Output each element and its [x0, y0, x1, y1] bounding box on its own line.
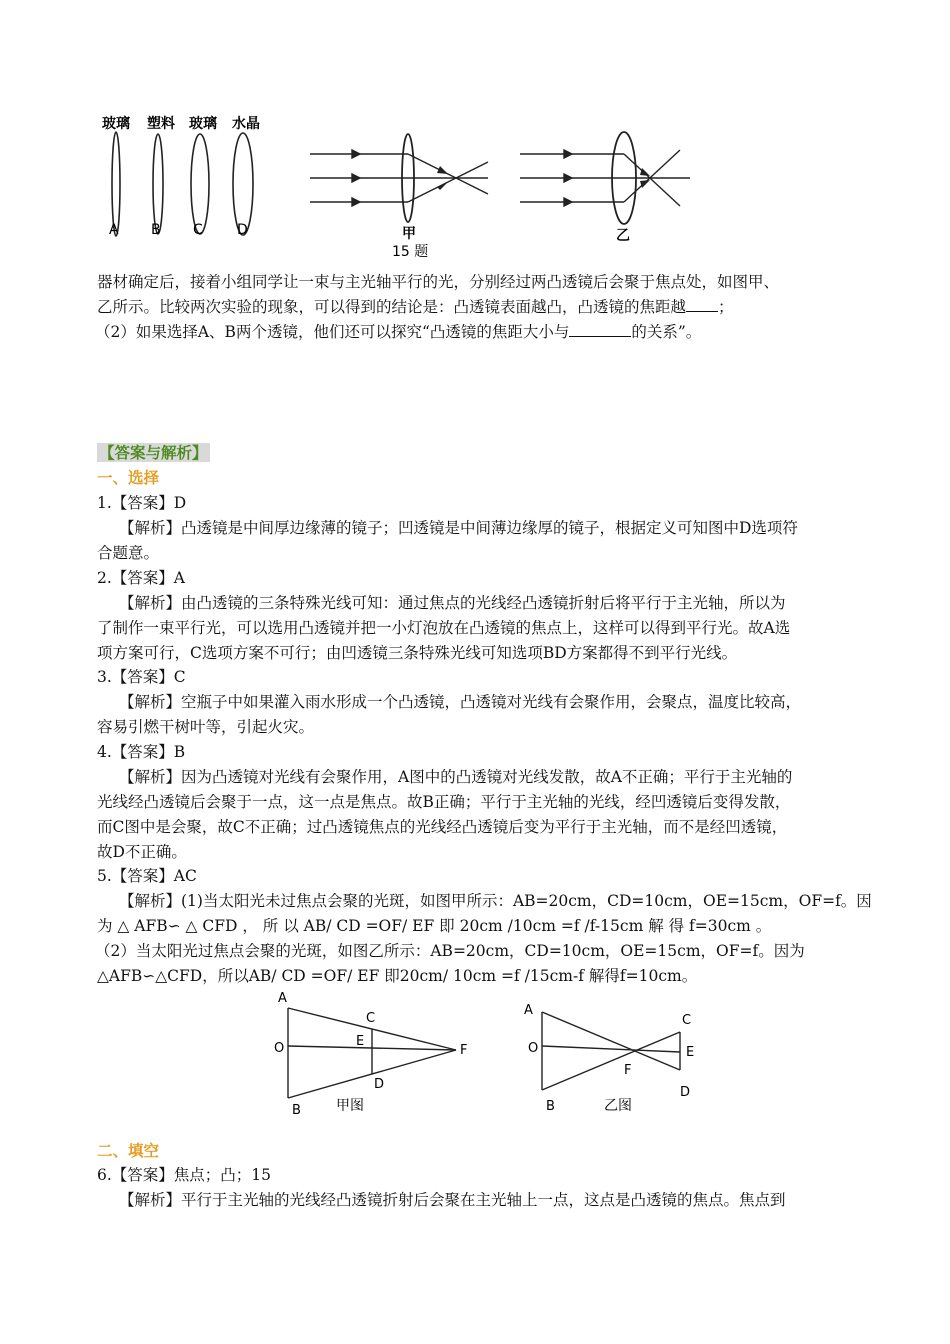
yi-label-f: F [624, 1063, 632, 1078]
explain-6-a: 【解析】平行于主光轴的光线经凸透镜折射后会聚在主光轴上一点，这点是凸透镜的焦点。焦点到 [119, 1191, 786, 1209]
q15-line-3-text: （2）如果选择A、B两个透镜，他们还可以探究“凸透镜的焦距大小与 [95, 323, 570, 341]
yi-label-a: A [524, 1003, 533, 1018]
lens-label-c: 玻璃 [189, 116, 217, 132]
jia-label-d: D [374, 1077, 385, 1092]
yi-label-d: D [680, 1085, 691, 1100]
explain-3-b: 容易引燃干树叶等，引起火灾。 [97, 718, 315, 736]
explain-5-a: 【解析】(1)当太阳光未过焦点会聚的光斑，如图甲所示：AB=20cm，CD=10cm，OE=15cm，OF=f。因 [119, 892, 872, 910]
jia-caption: 甲图 [336, 1098, 364, 1114]
yi-label-o: O [528, 1041, 539, 1056]
ray-diagram-jia [310, 134, 488, 222]
explain-5-b: 为 △ AFB∽ △ CFD ， 所 以 AB/ CD =OF/ EF 即 20cm /10cm =f /f-15cm 解 得 f=30cm 。 [97, 917, 772, 935]
explain-1-a: 【解析】凸透镜是中间厚边缘薄的镜子；凹透镜是中间薄边缘厚的镜子，根据定义可知图中D选项符 [119, 519, 798, 537]
answers-header-label: 【答案与解析】 [99, 443, 208, 462]
label-yi: 乙 [616, 228, 630, 244]
explain-3-a: 【解析】空瓶子中如果灌入雨水形成一个凸透镜，凸透镜对光线有会聚作用，会聚点，温度比较高， [119, 693, 802, 711]
q15-line-2-tail: ； [718, 298, 734, 316]
jia-label-f: F [460, 1043, 468, 1058]
answer-6: 6.【答案】焦点；凸；15 [97, 1166, 272, 1184]
yi-label-b: B [546, 1099, 555, 1114]
explain-4-d: 故D不正确。 [97, 843, 187, 861]
lens-letter-c: C [193, 222, 203, 238]
answer-blank-1 [686, 297, 718, 312]
lens-letter-a: A [109, 222, 119, 238]
explain-2-a: 【解析】由凸透镜的三条特殊光线可知：通过焦点的光线经凸透镜折射后将平行于主光轴，所以为 [119, 594, 786, 612]
jia-label-o: O [274, 1041, 285, 1056]
q15-line-3-tail: 的关系”。 [631, 323, 702, 341]
section-choice: 一、选择 [97, 468, 160, 487]
explain-4-c: 而C图中是会聚，故C不正确；过凸透镜焦点的光线经凸透镜后变为平行于主光轴，而不是经凹透镜， [97, 818, 788, 836]
answer-4: 4.【答案】B [97, 743, 186, 761]
jia-label-e: E [356, 1034, 365, 1049]
diagram-yi [542, 1012, 680, 1090]
jia-label-c: C [366, 1011, 376, 1026]
label-jia: 甲 [402, 226, 416, 242]
yi-caption: 乙图 [604, 1098, 632, 1114]
yi-label-e: E [686, 1045, 695, 1060]
jia-label-a: A [278, 991, 287, 1006]
ray-diagram-yi [520, 132, 690, 224]
answer-1: 1.【答案】D [97, 494, 187, 512]
answer-2: 2.【答案】A [97, 569, 185, 587]
fig15-caption: 15 题 [392, 244, 429, 260]
lens-b [153, 134, 163, 234]
answer-3: 3.【答案】C [97, 668, 186, 686]
explain-1-b: 合题意。 [97, 544, 160, 562]
explain-5-d: △AFB∽△CFD，所以AB/ CD =OF/ EF 即20cm/ 10cm =f /15cm-f 解得f=10cm。 [97, 967, 698, 985]
explain-4-a: 【解析】因为凸透镜对光线有会聚作用，A图中的凸透镜对光线发散，故A不正确；平行于主光轴的 [119, 768, 793, 786]
lens-label-d: 水晶 [232, 116, 260, 132]
answer-5: 5.【答案】AC [97, 867, 197, 885]
q15-line-2-text: 乙所示。比较两次实验的现象，可以得到的结论是：凸透镜表面越凸，凸透镜的焦距越 [97, 298, 687, 316]
q15-line-3 [95, 320, 701, 345]
explain-2-c: 项方案可行，C选项方案不可行；由凹透镜三条特殊光线可知选项BD方案都得不到平行光线。 [97, 644, 738, 662]
lens-d [233, 133, 253, 235]
figure-15 [90, 110, 710, 260]
lens-letter-d: D [237, 222, 248, 238]
lens-label-b: 塑料 [147, 116, 175, 132]
explain-5-c: （2）当太阳光过焦点会聚的光斑，如图乙所示：AB=20cm，CD=10cm，OE=15cm，OF=f。因为 [95, 942, 805, 960]
jia-label-b: B [292, 1103, 301, 1118]
lens-c [191, 134, 209, 234]
explain-2-b: 了制作一束平行光，可以选用凸透镜并把一小灯泡放在凸透镜的焦点上，这样可以得到平行光。故A选 [97, 619, 791, 637]
answer-blank-2 [569, 322, 631, 337]
lens-label-a: 玻璃 [102, 116, 130, 132]
answers-header [97, 440, 210, 466]
yi-label-c: C [682, 1013, 692, 1028]
lens-a [112, 132, 120, 236]
q15-line-2 [97, 295, 734, 320]
figure-5 [270, 988, 710, 1118]
explain-4-b: 光线经凸透镜后会聚于一点，这一点是焦点。故B正确；平行于主光轴的光线，经凹透镜后变得发散， [97, 793, 791, 811]
lens-letter-b: B [151, 222, 161, 238]
q15-line-1: 器材确定后，接着小组同学让一束与主光轴平行的光，分别经过两凸透镜后会聚于焦点处，如图甲、 [97, 273, 780, 291]
section-fill-blank: 二、填空 [97, 1141, 160, 1160]
